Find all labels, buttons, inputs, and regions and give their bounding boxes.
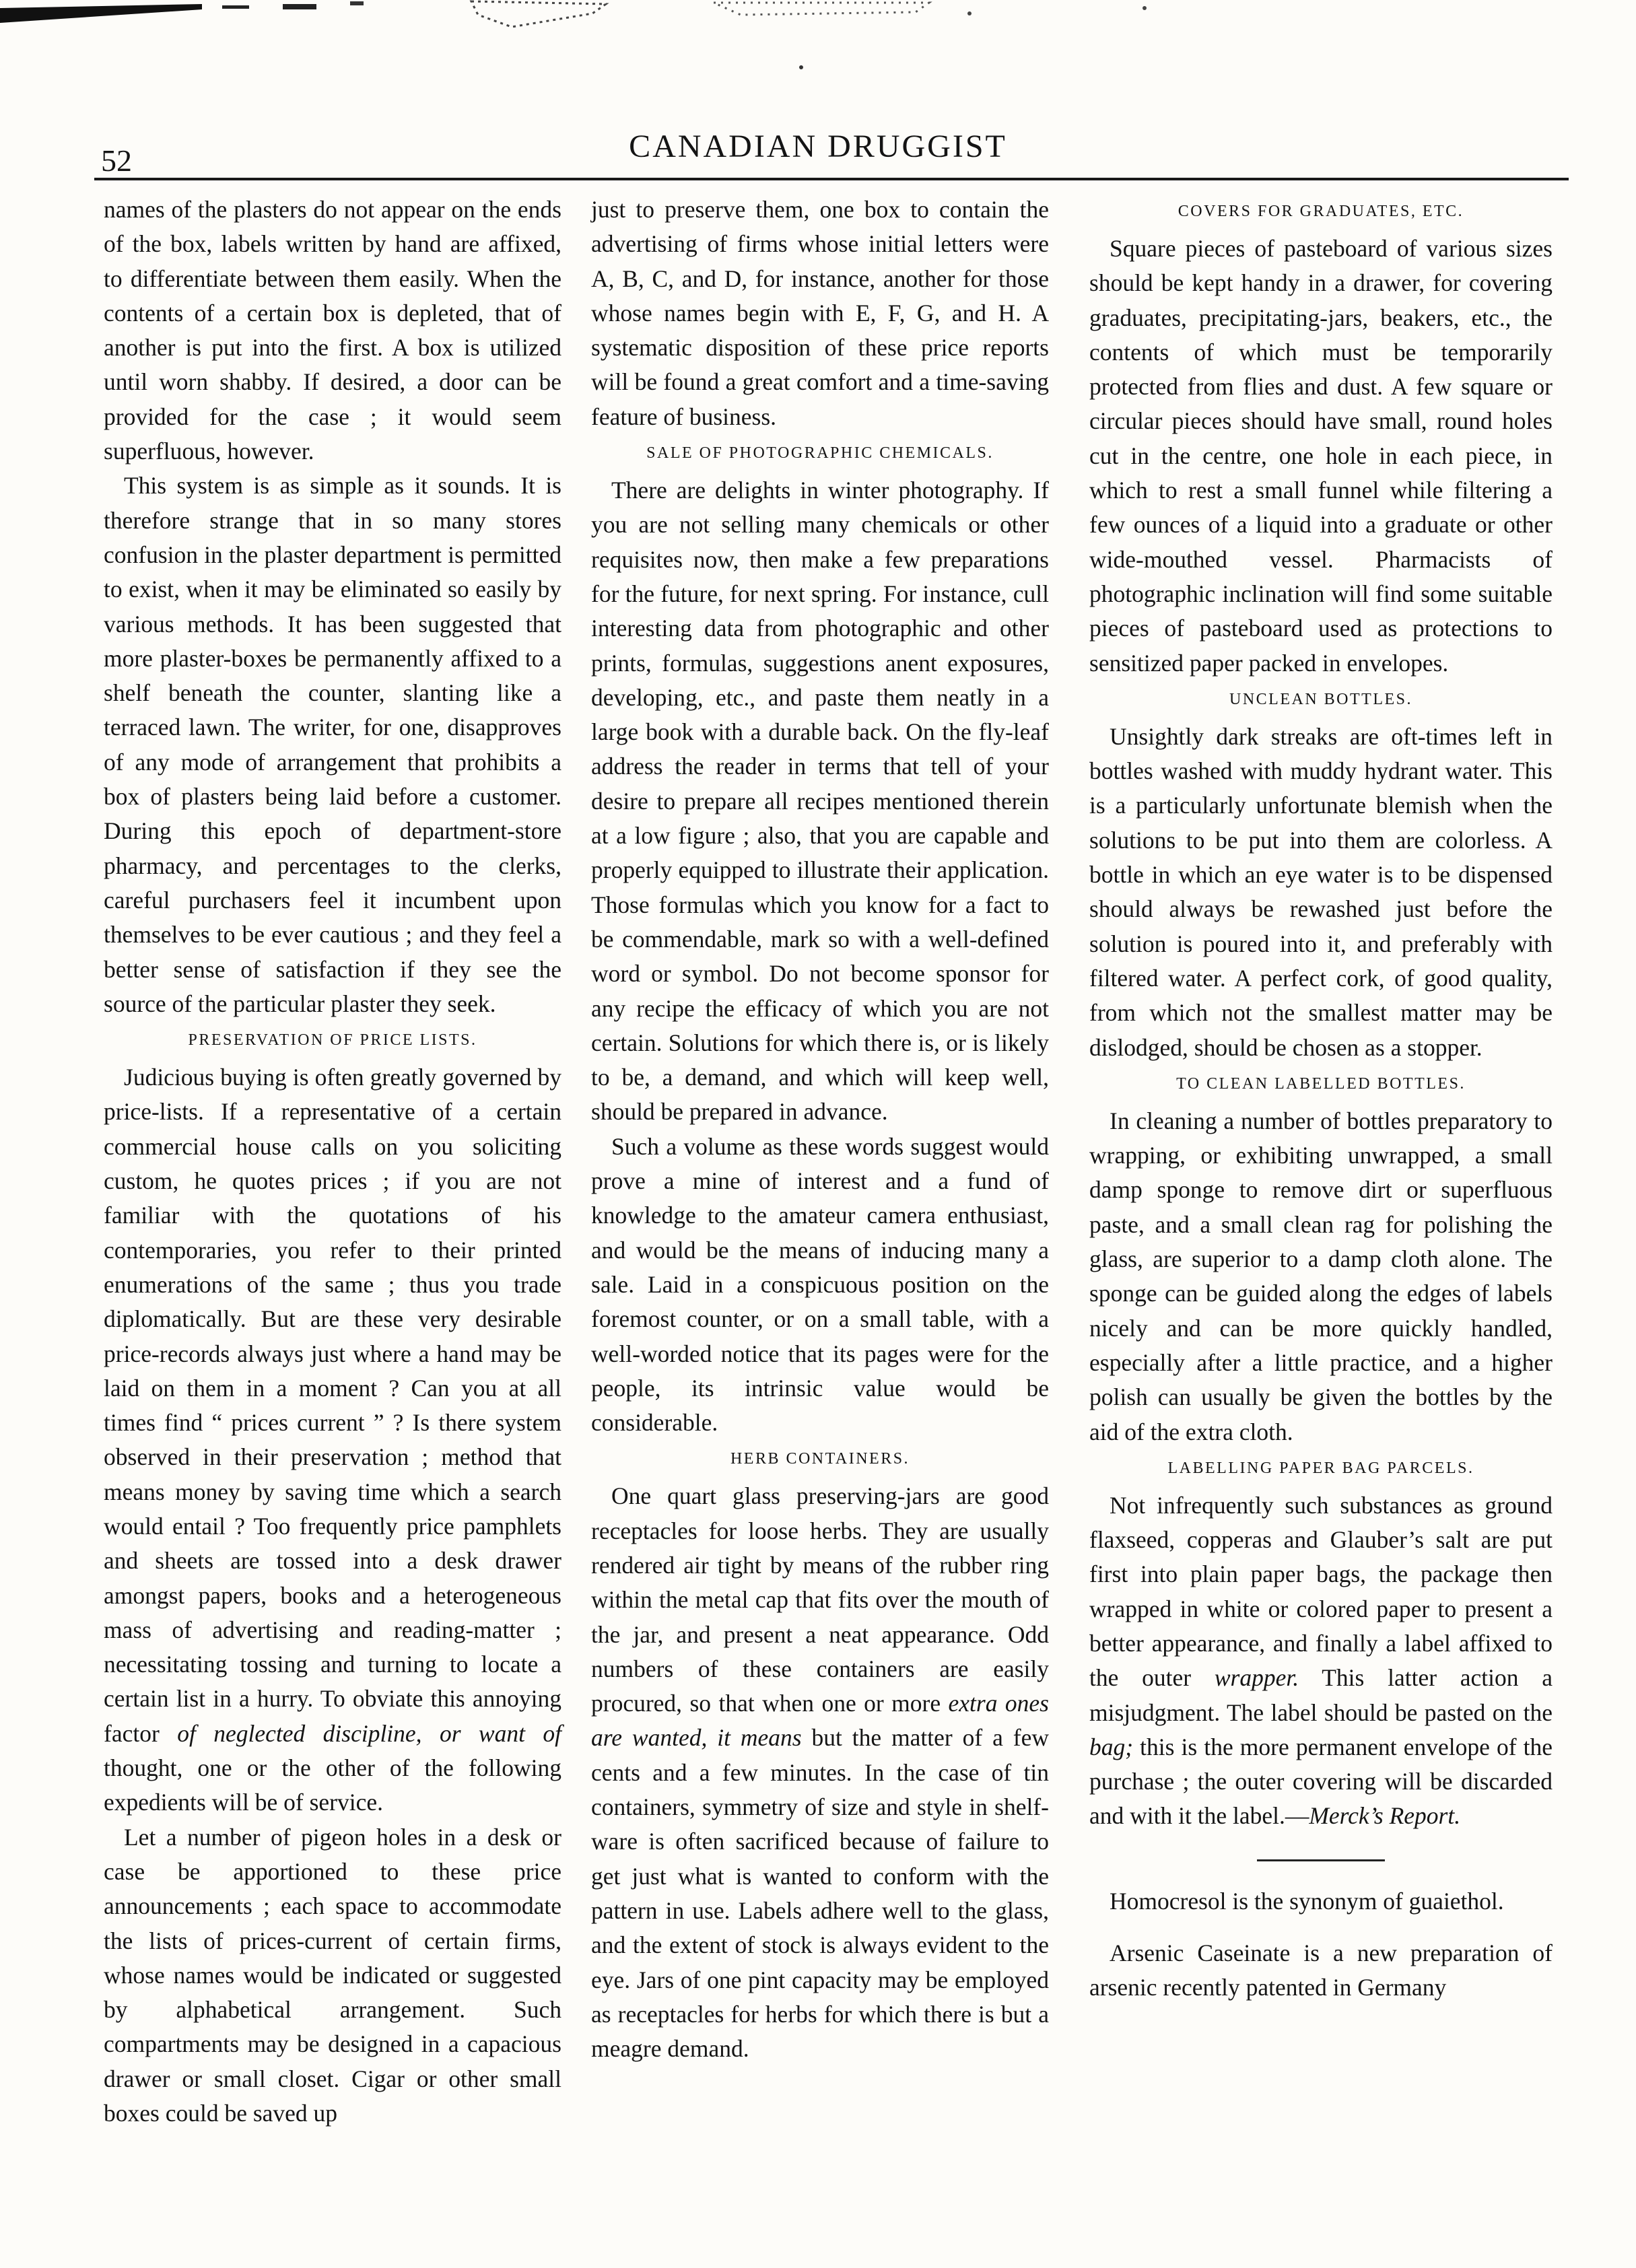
section-heading: HERB CONTAINERS. — [730, 1450, 910, 1468]
section-heading: SALE OF PHOTOGRAPHIC CHEMICALS. — [646, 444, 994, 462]
paragraph-text: One quart glass preserving-jars are good receptacles for loose herbs. They are usually rendered air tight by means of the rubber ring within the metal cap that fits over the mouth of the jar, and present a neat appearance. Odd numbers of these containers are easily procured, so that when one or more — [591, 1482, 1049, 1717]
paragraph — [104, 1060, 561, 1820]
paragraph-text: this is the more permanent envelope of the purchase ; the outer covering will be discarded and with it the label.— — [1089, 1733, 1553, 1830]
column-1 — [104, 193, 561, 2131]
paragraph: Such a volume as these words suggest would prove a mine of interest and a fund of knowledge to the amateur camera enthusiast, and would be the means of inducing many a sale. Laid in a conspicuous position on the foremost counter, or on a small table, with a well-worded notice that its pages were for the people, its intrinsic value would be considerable. — [591, 1132, 1049, 1437]
paragraph-text: Not infrequently such substances as ground flaxseed, copperas and Glauber’s salt are put first into plain paper bags, the package then wrapped in white or colored paper to present a better appearance, and finally a label affixed to the outer — [1089, 1491, 1553, 1692]
italic-text: wrapper. — [1214, 1664, 1299, 1692]
paragraph: just to preserve them, one box to contain the advertising of firms whose initial letters were A, B, C, and D, for instance, another for those whose names begin with E, F, G, and H. A systematic disposition of these price reports will be found a great comfort and a time-saving feature of business. — [591, 196, 1049, 430]
paragraph: Square pieces of pasteboard of various sizes should be kept handy in a drawer, for covering graduates, precipitating-jars, beakers, etc., the contents of which must be temporarily protected from flies and dust. A few square or circular pieces should have small, round holes cut in the centre, one hole in each piece, in which to rest a small funnel while filtering a few ounces of a liquid into a graduate or other wide-mouthed vessel. Pharmacists of photographic inclination will find some suitable pieces of pasteboard used as protections to sensitized paper packed in envelopes. — [1089, 235, 1553, 677]
scan-specks — [0, 0, 1636, 74]
paragraph: This system is as simple as it sounds. It is therefore strange that in so many stores confusion in the plaster department is permitted to exist, when it may be eliminated so easily by various methods. It has been suggested that more plaster-boxes be permanently affixed to a shelf beneath the counter, slanting like a terraced lawn. The writer, for one, disapproves of any mode of arrangement that prohibits a box of plasters being laid before a customer. During this epoch of department-store pharmacy, and percentages to the clerks, careful purchasers feel it incumbent upon themselves to be ever cautious ; and they feel a better sense of satisfaction if they see the source of the particular plaster they seek. — [104, 472, 561, 1017]
paragraph — [1089, 1488, 1553, 1834]
column-3 — [1089, 193, 1553, 2005]
column-2 — [591, 193, 1049, 2066]
paragraph: Let a number of pigeon holes in a desk or case be apportioned to these price announcements ; each space to accommodate the lists of prices-current of certain firms, whose names would be indicated or suggested by alphabetical arrangement. Such compartments may be designed in a capacious drawer or small closet. Cigar or other small boxes could be saved up — [104, 1823, 561, 2127]
section-heading: TO CLEAN LABELLED BOTTLES. — [1176, 1074, 1466, 1093]
paragraph: Homocresol is the synonym of guaiethol. — [1110, 1887, 1504, 1915]
section-heading: LABELLING PAPER BAG PARCELS. — [1167, 1459, 1474, 1477]
paragraph: Unsightly dark streaks are oft-times left in bottles washed with muddy hydrant water. This is a particularly unfortunate blemish when the solutions to be put into them are colorless. A bottle in which an eye water is to be dispensed should always be rewashed just before the solution is poured into it, and preferably with filtered water. A perfect cork, of good quality, from which not the smallest matter may be dislodged, should be chosen as a stopper. — [1089, 722, 1553, 1061]
paragraph: In cleaning a number of bottles preparatory to wrapping, or exhibiting unwrapped, a small damp sponge to remove dirt or superfluous paste, and a small clean rag for polishing the glass, are superior to a damp cloth alone. The sponge can be guided along the edges of labels nicely and can be more quickly handled, especially after a little practice, and a higher polish can usually be given the bottles by the aid of the extra cloth. — [1089, 1107, 1553, 1445]
section-heading: COVERS FOR GRADUATES, ETC. — [1178, 203, 1464, 220]
italic-text: extra ones are wanted, it means — [591, 1690, 1049, 1752]
paragraph — [591, 1479, 1049, 2066]
paragraph: Arsenic Caseinate is a new preparation of arsenic recently patented in Germany — [1089, 1939, 1553, 2001]
paragraph: names of the plasters do not appear on the ends of the box, labels written by hand are affixed, to differentiate between them easily. When the contents of a certain box is depleted, that of another is put into the first. A box is utilized until worn shabby. If desired, a door can be provided for the case ; it would seem superfluous, however. — [104, 196, 561, 465]
header-rule — [94, 178, 1569, 180]
section-heading: UNCLEAN BOTTLES. — [1229, 690, 1412, 708]
section-heading: PRESERVATION OF PRICE LISTS. — [188, 1031, 477, 1050]
source-citation: Merck’s Report. — [1309, 1802, 1461, 1830]
paragraph-text: This latter action a misjudgment. The label should be pasted on the — [1089, 1664, 1553, 1726]
section-divider — [1257, 1859, 1385, 1861]
italic-text: of neglected discipline, or want of — [177, 1719, 562, 1747]
italic-text: bag; — [1089, 1733, 1134, 1760]
paragraph-text: but the matter of a few cents and a few minutes. In the case of tin containers, symmetry of size and style in shelf-ware is often sacrificed because of failure to get just what is wanted to conform with the pattern in use. Labels adhere well to the glass, and the extent of stock is always evident to the eye. Jars of one pint capacity may be employed as receptacles for herbs for which there is but a meagre demand. — [591, 1724, 1050, 2063]
paragraph: There are delights in winter photography. If you are not selling many chemicals or other requisites now, then make a few preparations for the future, for next spring. For instance, cull interesting data from photographic and other prints, formulas, suggestions anent exposures, developing, etc., and paste them neatly in a large book with a durable back. On the fly-leaf address the reader in terms that tell of your desire to prepare all recipes mentioned therein at a low figure ; also, that you are capable and properly equipped to illustrate their application. Those formulas which you know for a fact to be commendable, mark so with a well-defined word or symbol. Do not become sponsor for any recipe the efficacy of which you are not certain. Solutions for which there is, or is likely to be, a demand, and which will keep well, should be prepared in advance. — [591, 477, 1049, 1126]
paragraph-text: Judicious buying is often greatly governed by price-lists. If a representative of a certain commercial house calls on you soliciting custom, he quotes prices ; if you are not familiar with the quotations of his contemporaries, you refer to their printed enumerations of the same ; thus you trade diplomatically. But are these very desirable price-records always just where a hand may be laid on them in a moment ? Can you at all times find “ prices current ” ? Is there system observed in their preservation ; method that means money by saving time which a search would entail ? Too frequently price pamphlets and sheets are tossed into a desk drawer amongst papers, books and a heterogeneous mass of advertising and reading-matter ; necessitating tossing and turning to locate a certain list in a hurry. To obviate this annoying factor — [104, 1064, 561, 1747]
running-head: CANADIAN DRUGGIST — [629, 129, 1007, 164]
page-number: 52 — [101, 143, 132, 178]
paragraph-text: thought, one or the other of the following expedients will be of service. — [104, 1754, 561, 1816]
